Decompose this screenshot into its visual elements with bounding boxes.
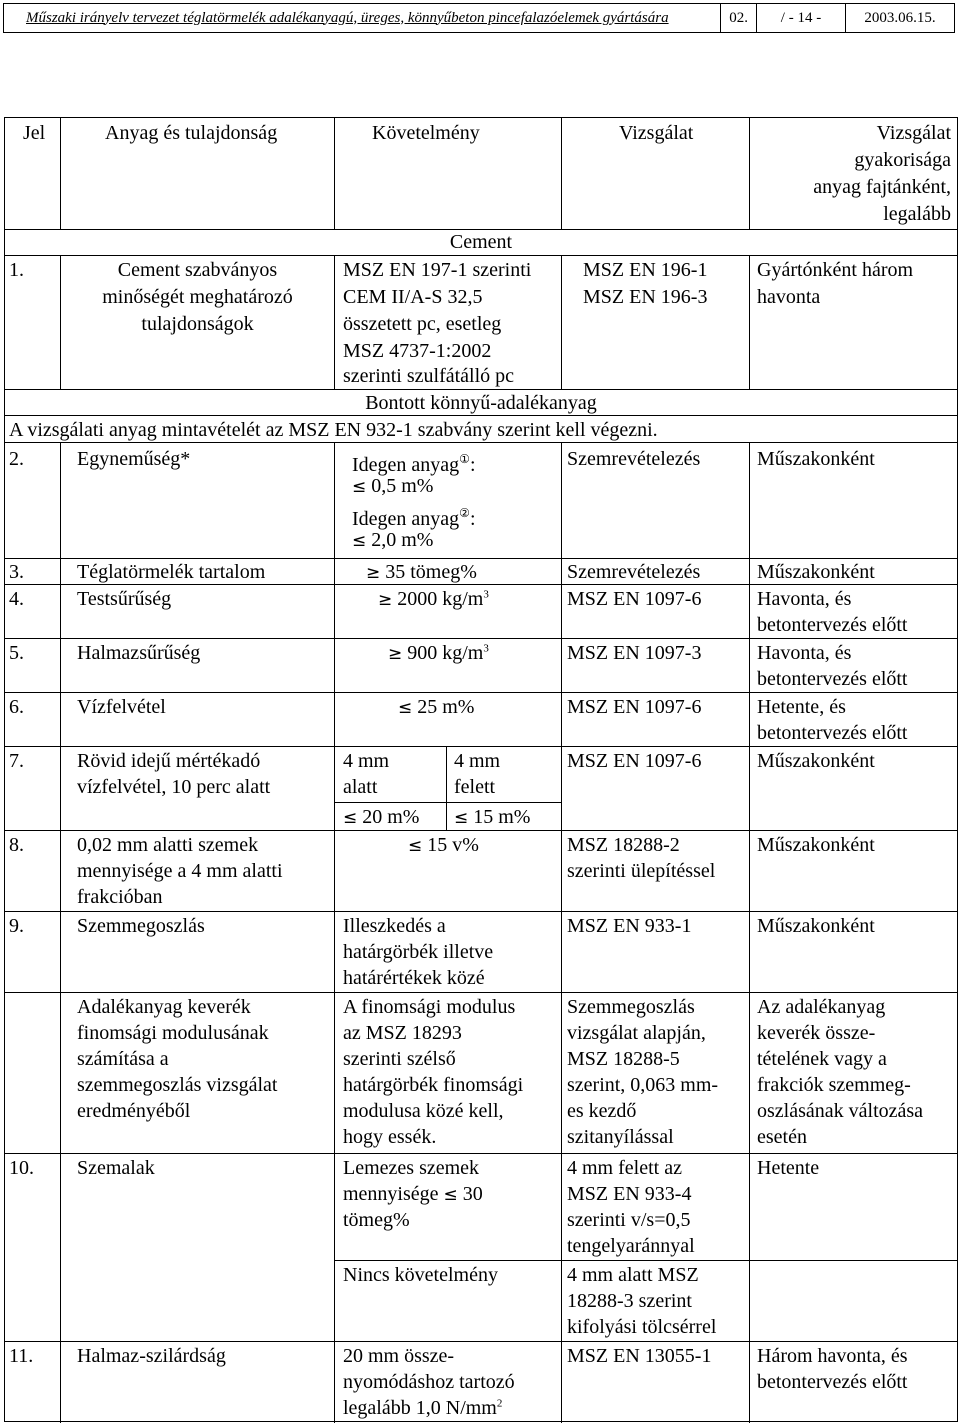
col-header-gyakorisag-3: anyag fajtánként, (813, 176, 951, 198)
row1-requirement: szerinti szulfátálló pc (343, 365, 515, 387)
row5-property: Halmazsűrűség (77, 642, 201, 664)
row4-frequency: Havonta, és (757, 588, 852, 610)
row2-number: 2. (9, 448, 24, 470)
row10-sub-divider (334, 1260, 957, 1261)
row2-property: Egyneműség* (77, 448, 191, 470)
row11-number: 11. (9, 1345, 34, 1367)
row4-number: 4. (9, 588, 24, 610)
col-divider (334, 255, 335, 389)
row9b-requirement: szerinti szélső (343, 1048, 456, 1070)
row1-property: minőségét meghatározó (102, 286, 293, 308)
row-divider (5, 911, 957, 912)
row10-frequency: Hetente (757, 1157, 820, 1179)
row11-property: Halmaz-szilárdság (77, 1345, 226, 1367)
row11-requirement: nyomódáshoz tartozó (343, 1371, 515, 1393)
row4-frequency: betontervezés előtt (757, 614, 908, 636)
row9b-test: szitanyílással (567, 1126, 674, 1148)
row7-sub-above: felett (454, 776, 496, 798)
col-header-gyakorisag-4: legalább (883, 203, 951, 225)
row8-test: MSZ 18288-2 (567, 834, 680, 856)
col-divider (749, 442, 750, 1423)
row9b-requirement: modulusa közé kell, (343, 1100, 504, 1122)
row2-requirement-2-value: ≤ 2,0 m% (352, 529, 434, 551)
section-heading-cement: Cement (449, 231, 513, 253)
row9b-requirement: hogy essék. (343, 1126, 437, 1148)
row7-property: Rövid idejű mértékadó (77, 750, 261, 772)
row7-subheader-divider (334, 802, 561, 803)
row-divider (5, 1341, 957, 1342)
row1-test: MSZ EN 196-3 (583, 286, 708, 308)
row9b-test: es kezdő (567, 1100, 637, 1122)
row7-frequency: Műszakonként (757, 750, 875, 772)
row9b-property: számítása a (77, 1048, 169, 1070)
row9-frequency: Műszakonként (757, 915, 875, 937)
row3-requirement: ≥ 35 tömeg% (366, 561, 477, 583)
row1-requirement: MSZ EN 197-1 szerinti (343, 259, 532, 281)
row7-property: vízfelvétel, 10 perc alatt (77, 776, 271, 798)
col-divider (60, 442, 61, 1423)
document-date: 2003.06.15. (845, 4, 954, 32)
row10-property: Szemalak (77, 1157, 155, 1179)
row7-sub-col-divider (446, 746, 447, 830)
row6-frequency: betontervezés előtt (757, 722, 908, 744)
row10-test-2: 18288-3 szerint (567, 1290, 692, 1312)
row9b-requirement: A finomsági modulus (343, 996, 516, 1018)
row3-test: Szemrevételezés (567, 561, 701, 583)
row3-frequency: Műszakonként (757, 561, 875, 583)
col-divider (749, 118, 750, 229)
col-divider (60, 118, 61, 229)
row4-requirement: ≥ 2000 $kg/m^3$ (378, 588, 489, 610)
row8-number: 8. (9, 834, 24, 856)
requirements-table (4, 117, 958, 1422)
row6-property: Vízfelvétel (77, 696, 166, 718)
row2-requirement-1: Idegen anyag①: (352, 452, 476, 476)
row10-test: MSZ EN 933-4 (567, 1183, 692, 1205)
col-header-jel: Jel (23, 122, 46, 144)
row9b-property: eredményéből (77, 1100, 191, 1122)
row1-requirement: összetett pc, esetleg (343, 313, 502, 335)
sampling-note: A vizsgálati anyag mintavételét az MSZ EN 932-1 szabvány szerint kell végezni. (9, 419, 658, 441)
row9b-requirement: az MSZ 18293 (343, 1022, 462, 1044)
row10-test-2: 4 mm alatt MSZ (567, 1264, 699, 1286)
col-header-anyag: Anyag és tulajdonság (105, 122, 278, 144)
row9b-requirement: határgörbék finomsági (343, 1074, 524, 1096)
row7-number: 7. (9, 750, 24, 772)
row9b-frequency: tételének vagy a (757, 1048, 887, 1070)
row8-property: mennyisége a 4 mm alatti (77, 860, 283, 882)
row9-requirement: határgörbék illetve (343, 941, 494, 963)
row9-requirement: határértékek közé (343, 967, 485, 989)
row8-frequency: Műszakonként (757, 834, 875, 856)
row4-test: MSZ EN 1097-6 (567, 588, 702, 610)
col-header-gyakorisag-1: Vizsgálat (876, 122, 951, 144)
row1-number: 1. (9, 259, 24, 281)
row10-test-2: kifolyási tölcsérrel (567, 1316, 717, 1338)
row1-property: Cement szabványos (117, 259, 278, 281)
col-divider (561, 255, 562, 389)
row9-test: MSZ EN 933-1 (567, 915, 692, 937)
row2-requirement-2: Idegen anyag②: (352, 506, 476, 530)
row8-property: frakcióban (77, 886, 163, 908)
row7-sub-below: 4 mm (343, 750, 390, 772)
row11-requirement: 20 mm össze- (343, 1345, 455, 1367)
row6-test: MSZ EN 1097-6 (567, 696, 702, 718)
row7-value-above: ≤ 15 m% (454, 806, 531, 828)
col-divider (334, 442, 335, 1423)
row1-requirement: CEM II/A-S 32,5 (343, 286, 483, 308)
row5-frequency: betontervezés előtt (757, 668, 908, 690)
row11-test: MSZ EN 13055-1 (567, 1345, 712, 1367)
col-header-gyakorisag-2: gyakorisága (854, 149, 951, 171)
row10-requirement: tömeg% (343, 1209, 410, 1231)
row9b-frequency: esetén (757, 1126, 807, 1148)
row2-test: Szemrevételezés (567, 448, 701, 470)
document-header (3, 3, 955, 33)
row9b-property: Adalékanyag keverék (77, 996, 251, 1018)
row10-test: 4 mm felett az (567, 1157, 682, 1179)
row2-requirement-1-value: ≤ 0,5 m% (352, 475, 434, 497)
row6-number: 6. (9, 696, 24, 718)
row9b-frequency: Az adalékanyag (757, 996, 886, 1018)
row5-test: MSZ EN 1097-3 (567, 642, 702, 664)
col-divider (561, 442, 562, 1423)
row2-frequency: Műszakonként (757, 448, 875, 470)
row9-property: Szemmegoszlás (77, 915, 205, 937)
row11-frequency: Három havonta, és (757, 1345, 908, 1367)
row10-requirement-2: Nincs követelmény (343, 1264, 498, 1286)
row8-test: szerinti ülepítéssel (567, 860, 716, 882)
row5-requirement: ≥ 900 $kg/m^3$ (388, 642, 489, 664)
row7-test: MSZ EN 1097-6 (567, 750, 702, 772)
row1-requirement: MSZ 4737-1:2002 (343, 340, 492, 362)
row3-property: Téglatörmelék tartalom (77, 561, 266, 583)
row11-frequency: betontervezés előtt (757, 1371, 908, 1393)
row1-test: MSZ EN 196-1 (583, 259, 708, 281)
row6-frequency: Hetente, és (757, 696, 846, 718)
row10-test: szerinti v/s=0,5 (567, 1209, 691, 1231)
row7-sub-below: alatt (343, 776, 378, 798)
row5-frequency: Havonta, és (757, 642, 852, 664)
row1-property: tulajdonságok (141, 313, 254, 335)
row11-requirement: legalább 1,0 $N/mm^2$ (343, 1397, 503, 1419)
row1-frequency: Gyártónként három (757, 259, 914, 281)
col-divider (334, 118, 335, 229)
row8-requirement: ≤ 15 v% (408, 834, 479, 856)
row9-number: 9. (9, 915, 24, 937)
row1-frequency: havonta (757, 286, 821, 308)
row9b-frequency: frakciók szemmeg- (757, 1074, 911, 1096)
row3-number: 3. (9, 561, 24, 583)
row9b-frequency: keverék össze- (757, 1022, 876, 1044)
col-header-vizsgalat: Vizsgálat (619, 122, 694, 144)
row9b-test: MSZ 18288-5 (567, 1048, 680, 1070)
row10-test: tengelyaránnyal (567, 1235, 695, 1257)
row10-requirement: mennyisége ≤ 30 (343, 1183, 483, 1205)
row6-requirement: ≤ 25 m% (398, 696, 475, 718)
row9b-test: vizsgálat alapján, (567, 1022, 706, 1044)
section-heading-bontott: Bontott könnyű-adalékanyag (365, 392, 597, 414)
col-divider (749, 255, 750, 389)
row8-property: 0,02 mm alatti szemek (77, 834, 259, 856)
row10-requirement: Lemezes szemek (343, 1157, 480, 1179)
row-divider (5, 992, 957, 993)
row7-sub-above: 4 mm (454, 750, 501, 772)
row9b-test: Szemmegoszlás (567, 996, 695, 1018)
section-number: 02. (720, 4, 756, 32)
row-divider (5, 1153, 957, 1154)
row9b-property: finomsági modulusának (77, 1022, 269, 1044)
row9b-test: szerint, 0,063 mm- (567, 1074, 719, 1096)
col-divider (561, 118, 562, 229)
row10-number: 10. (9, 1157, 34, 1179)
col-header-kovetelmeny: Követelmény (372, 122, 480, 144)
row5-number: 5. (9, 642, 24, 664)
row9b-property: szemmegoszlás vizsgálat (77, 1074, 278, 1096)
row7-value-below: ≤ 20 m% (343, 806, 420, 828)
row9-requirement: Illeszkedés a (343, 915, 446, 937)
row9b-frequency: oszlásának változása (757, 1100, 924, 1122)
page-number: / - 14 - (756, 4, 845, 32)
document-title: Műszaki irányelv tervezet téglatörmelék adalékanyagú, üreges, könnyűbeton pincefalazóelemek gyártására (26, 9, 669, 26)
row4-property: Testsűrűség (77, 588, 172, 610)
